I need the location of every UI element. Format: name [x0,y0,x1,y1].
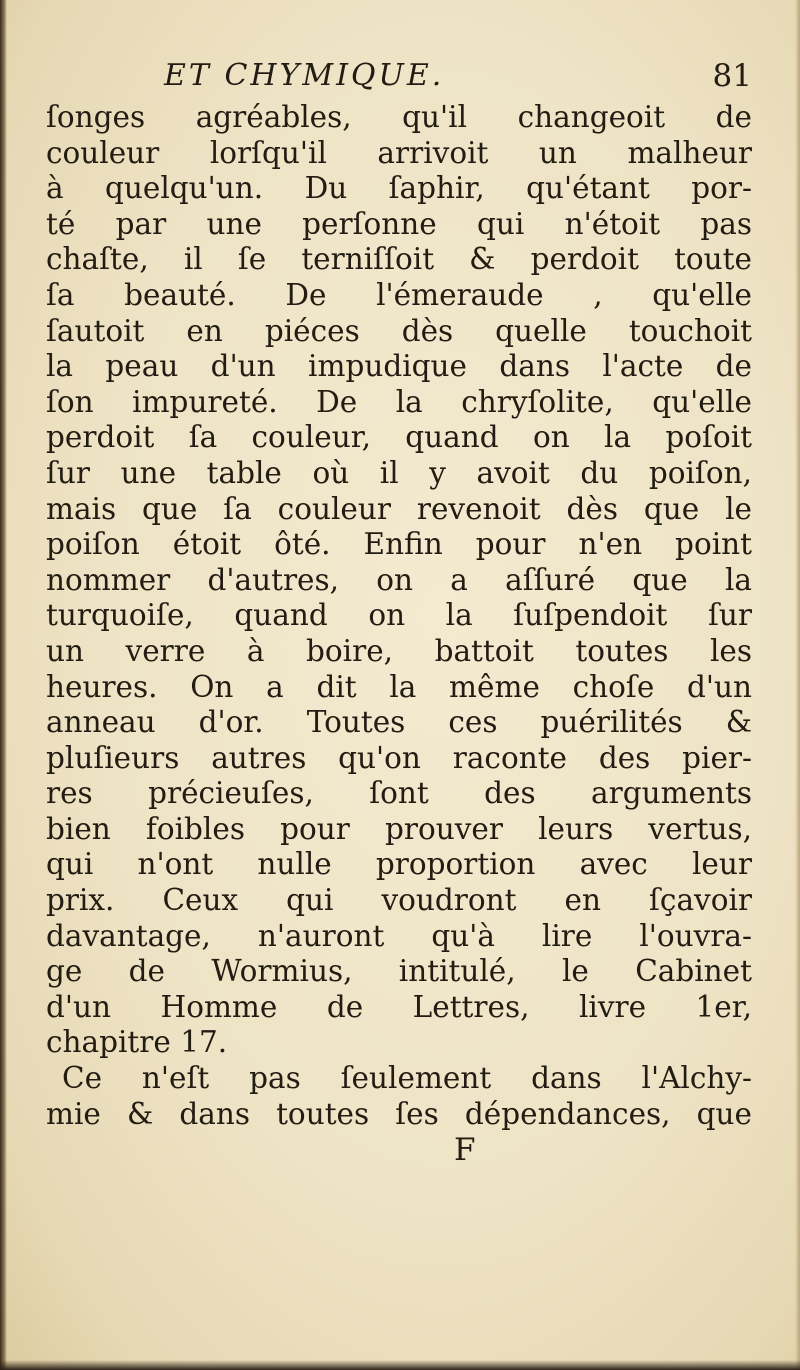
text-line: bien foibles pour prouver leurs vertus, [46,811,752,846]
text-line: prix. Ceux qui voudront en ſçavoir [46,883,752,918]
text-line: ſon impureté. De la chryſolite, qu'elle [46,384,752,419]
text-line: pluſieurs autres qu'on raconte des pier- [46,740,752,775]
page-edge-right [795,0,800,1370]
text-line: qui n'ont nulle proportion avec leur [46,847,752,882]
text-line: res précieuſes, ſont des arguments [46,776,752,811]
page-number: 81 [712,58,752,94]
text-line: ſautoit en piéces dès quelle touchoit [46,313,752,348]
text-line: chapitre 17. [46,1025,228,1060]
text-line: turquoiſe, quand on la ſuſpendoit ſur [46,598,752,633]
text-line: davantage, n'auront qu'à lire l'ouvra- [46,918,752,953]
signature-mark: F [454,1132,476,1168]
text-line: té par une perſonne qui n'étoit pas [46,206,752,241]
text-line: anneau d'or. Toutes ces puérilités & [46,705,752,740]
text-line: poiſon étoit ôté. Enfin pour n'en point [46,527,752,562]
text-line: ge de Wormius, intitulé, le Cabinet [46,954,752,989]
text-line: couleur lorſqu'il arrivoit un malheur [46,135,752,170]
text-line: heures. On a dit la même choſe d'un [46,669,752,704]
text-line: ſonges agréables, qu'il changeoit de [46,100,752,134]
text-line: chaſte, il ſe terniſſoit & perdoit toute [46,242,752,277]
text-line: Ce n'eſt pas ſeulement dans l'Alchy- [62,1061,752,1096]
text-line: à quelqu'un. Du ſaphir, qu'étant por- [46,171,752,206]
text-line: la peau d'un impudique dans l'acte de [46,349,752,384]
text-line: nommer d'autres, on a aſſuré que la [46,562,752,597]
text-line: ſa beauté. De l'émeraude , qu'elle [46,277,752,312]
text-line: mais que ſa couleur revenoit dès que le [46,491,752,526]
body-text [46,100,752,1132]
page-edge-bottom [0,1360,800,1370]
text-line: d'un Homme de Lettres, livre 1er, [46,989,752,1024]
text-line: un verre à boire, battoit toutes les [46,633,752,668]
text-line: perdoit ſa couleur, quand on la poſoit [46,420,752,455]
running-head-title: ET CHYMIQUE. [164,58,445,93]
text-line: ſur une table où il y avoit du poiſon, [46,455,752,490]
text-line: mie & dans toutes ſes dépendances, que [46,1096,752,1131]
page-edge-left [0,0,7,1370]
running-head [46,58,752,98]
